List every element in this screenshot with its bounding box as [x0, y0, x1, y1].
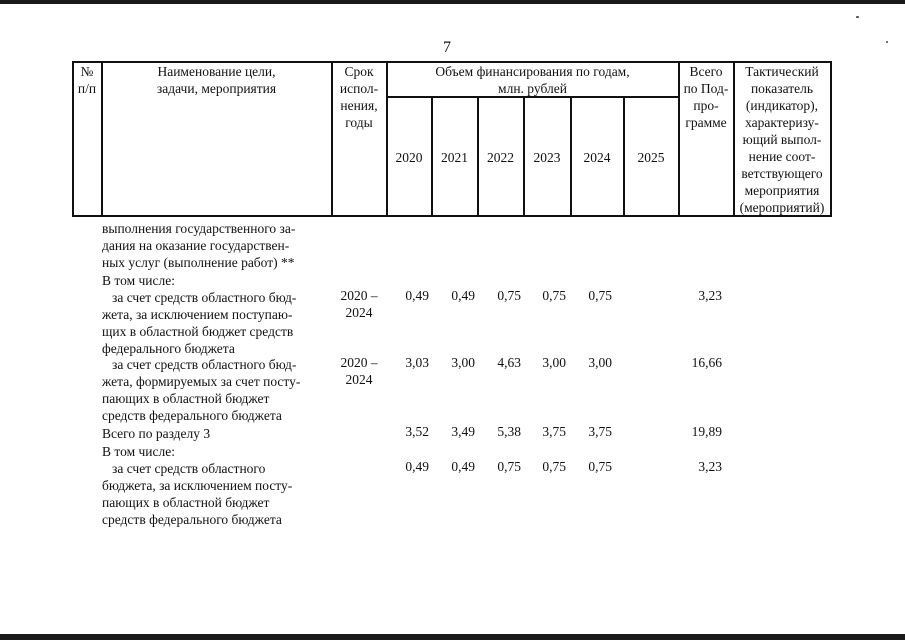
row-total: 19,89: [691, 424, 722, 439]
row-name-line: жета, за исключением поступаю-: [102, 307, 293, 322]
row-name-line: средств федерального бюджета: [102, 408, 282, 423]
header-year: 2025: [637, 150, 665, 165]
row-value: 3,52: [405, 424, 429, 439]
row-value: 0,75: [497, 288, 521, 303]
row-name-line: дания на оказание государствен-: [102, 238, 290, 253]
scan-speck: [856, 16, 859, 18]
row-name-line: В том числе:: [102, 444, 175, 459]
header-year: 2023: [533, 150, 561, 165]
row-value: 0,49: [451, 459, 475, 474]
header-year: 2024: [583, 150, 611, 165]
header-total: Всего по Под- про- грaмме: [683, 64, 729, 130]
row-value: 3,00: [451, 355, 475, 370]
scan-edge-bottom: [0, 634, 905, 640]
row-value: 0,75: [588, 288, 612, 303]
row-value: 0,75: [497, 459, 521, 474]
row-name-line: за счет средств областного бюд-: [112, 357, 297, 372]
row-name-line: за счет средств областного: [112, 461, 266, 476]
row-value: 0,49: [451, 288, 475, 303]
row-value: 3,49: [451, 424, 475, 439]
row-value: 3,75: [542, 424, 566, 439]
row-name-line: выполнения государственного за-: [102, 221, 296, 236]
row-name-line: бюджета, за исключением посту-: [102, 478, 293, 493]
row-value: 0,75: [542, 459, 566, 474]
row-value: 0,75: [542, 288, 566, 303]
scan-edge-top: [0, 0, 905, 4]
header-funding: Объем финансирования по годам, млн. рублей: [435, 64, 630, 96]
row-value: 3,03: [405, 355, 429, 370]
row-value: 5,38: [497, 424, 521, 439]
row-value: 3,00: [588, 355, 612, 370]
scan-speck: [886, 41, 888, 43]
row-name-line: жета, формируемых за счет посту-: [102, 374, 301, 389]
row-term: 2020 – 2024: [340, 355, 378, 387]
row-value: 3,00: [542, 355, 566, 370]
row-name-line: Всего по разделу 3: [102, 426, 211, 441]
row-value: 0,49: [405, 288, 429, 303]
row-name-line: пающих в областной бюджет: [102, 391, 270, 406]
row-term: 2020 – 2024: [340, 288, 378, 320]
header-rule-bottom: [72, 215, 832, 217]
row-name-line: федерального бюджета: [102, 341, 235, 356]
header-number: № п/п: [77, 64, 97, 96]
header-year: 2022: [487, 150, 514, 165]
page-number: 7: [443, 39, 451, 56]
row-name-line: средств федерального бюджета: [102, 512, 282, 527]
row-name-line: за счет средств областного бюд-: [112, 290, 297, 305]
row-value: 4,63: [497, 355, 521, 370]
header-term: Срок испол- нения, годы: [339, 64, 379, 130]
row-value: 0,49: [405, 459, 429, 474]
row-value: 0,75: [588, 459, 612, 474]
row-total: 16,66: [691, 355, 722, 370]
row-value: 3,75: [588, 424, 612, 439]
header-year: 2020: [395, 150, 423, 165]
row-total: 3,23: [698, 288, 722, 303]
header-year: 2021: [441, 150, 468, 165]
row-name-line: щих в областной бюджет средств: [102, 324, 294, 339]
header-col-line: [830, 61, 832, 216]
header-name: Наименование цели, задачи, мероприятия: [156, 64, 277, 96]
header-indicator: Тактический показатель (индикатор), характеризу- ющий выпол- нение соот- ветствующего мероприятия (мероприятий): [739, 64, 825, 215]
row-name-line: пающих в областной бюджет: [102, 495, 270, 510]
row-name-line: ных услуг (выполнение работ) **: [102, 255, 295, 270]
row-total: 3,23: [698, 459, 722, 474]
row-name-line: В том числе:: [102, 273, 175, 288]
